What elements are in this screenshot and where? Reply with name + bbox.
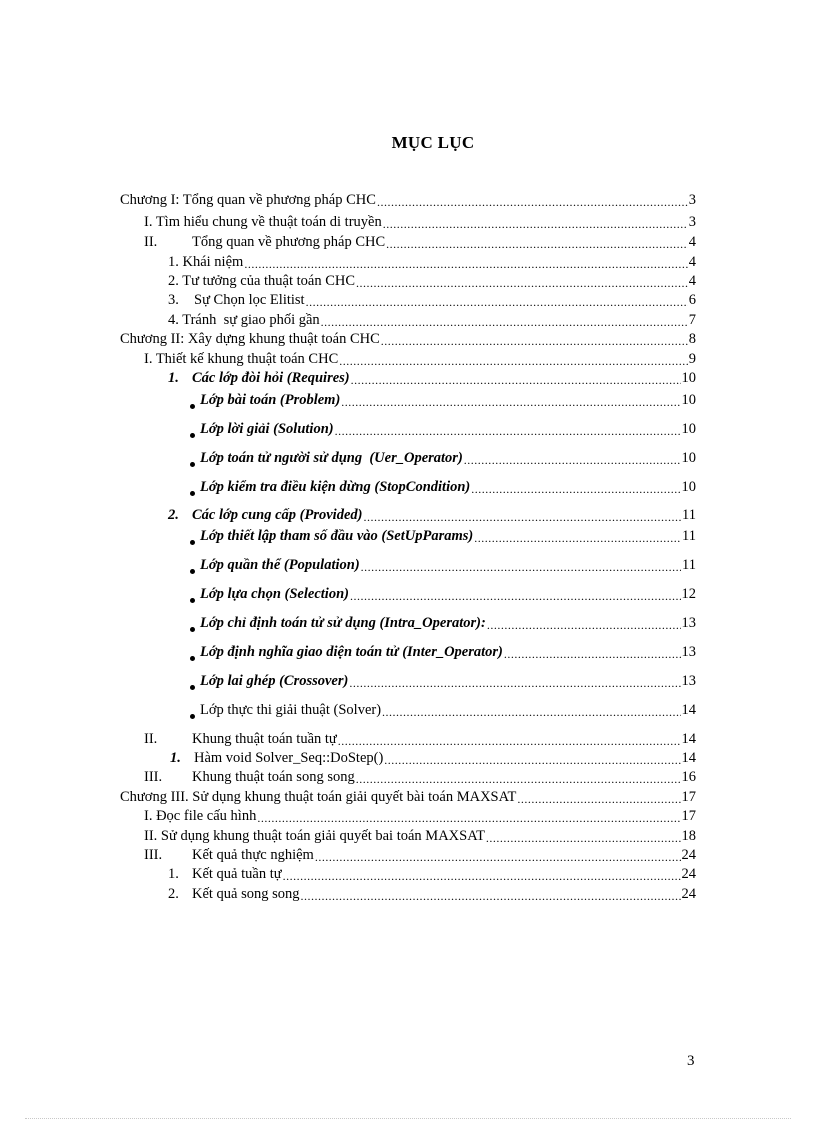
toc-page-number: 24	[681, 866, 696, 882]
toc-entry-text: I. Đọc file cấu hình	[144, 808, 257, 824]
toc-entry-chapter-3[interactable]	[120, 787, 696, 807]
toc-entry[interactable]	[168, 252, 696, 272]
dot-leader	[361, 559, 681, 575]
dot-leader	[335, 423, 681, 439]
toc-entry[interactable]	[168, 290, 696, 310]
toc-page-number: 4	[688, 234, 696, 250]
toc-page-number: 16	[681, 769, 696, 785]
dot-leader	[321, 314, 688, 330]
toc-page-number: 13	[681, 673, 696, 689]
page-bottom-border	[25, 1118, 791, 1119]
toc-entry-text: Lớp định nghĩa giao diện toán tử (Inter_Operator)	[200, 644, 503, 660]
toc-page-number: 13	[681, 644, 696, 660]
toc-entry[interactable]	[190, 419, 696, 439]
toc-entry-text: Kết quả song song	[192, 886, 300, 902]
bullet-icon	[190, 433, 195, 438]
dot-leader	[349, 675, 680, 691]
toc-entry[interactable]	[190, 642, 696, 662]
toc-page-number: 3	[688, 214, 696, 230]
dot-leader	[356, 771, 681, 787]
toc-entry[interactable]	[168, 884, 696, 904]
toc-entry[interactable]	[144, 845, 696, 865]
toc-entry-text: Khung thuật toán tuần tự	[192, 731, 337, 747]
toc-page-number: 4	[688, 273, 696, 289]
toc-entry[interactable]	[190, 700, 696, 720]
dot-leader	[464, 452, 681, 468]
toc-entry-text: Lớp chỉ định toán tử sử dụng (Intra_Operator):	[200, 615, 486, 631]
toc-entry-text: Lớp quần thể (Population)	[200, 557, 360, 573]
toc-entry-text: Lớp toán tử người sử dụng (Uer_Operator)	[200, 450, 463, 466]
toc-entry[interactable]	[168, 310, 696, 330]
bullet-icon	[190, 656, 195, 661]
dot-leader	[384, 752, 680, 768]
toc-entry-text: Khung thuật toán song song	[192, 769, 355, 785]
toc-entry-text: Sự Chọn lọc Elitist	[194, 292, 305, 308]
toc-entry[interactable]	[168, 368, 696, 388]
page-number: 3	[687, 1053, 695, 1069]
toc-entry-number: 1.	[168, 370, 179, 386]
dot-leader	[306, 294, 688, 310]
toc-entry-text: Lớp kiểm tra điều kiện dừng (StopCondition)	[200, 479, 471, 495]
bullet-icon	[190, 462, 195, 467]
dot-leader	[338, 733, 681, 749]
toc-entry[interactable]	[190, 477, 696, 497]
toc-entry[interactable]	[144, 349, 696, 369]
toc-page-number: 14	[681, 731, 696, 747]
bullet-icon	[190, 540, 195, 545]
dot-leader	[386, 236, 688, 252]
toc-entry-chapter-2[interactable]	[120, 329, 696, 349]
toc-entry[interactable]	[144, 232, 696, 252]
toc-page-number: 17	[681, 789, 696, 805]
dot-leader	[341, 394, 680, 410]
toc-page-number: 24	[681, 886, 696, 902]
toc-page-number: 18	[681, 828, 696, 844]
toc-page-number: 17	[681, 808, 696, 824]
toc-entry-text: Lớp lời giải (Solution)	[200, 421, 334, 437]
toc-entry[interactable]	[190, 390, 696, 410]
dot-leader	[244, 256, 687, 272]
bullet-icon	[190, 404, 195, 409]
toc-entry-text: Tổng quan về phương pháp CHC	[192, 234, 386, 250]
toc-entry[interactable]	[190, 526, 696, 546]
toc-entry-text: 4. Tránh sự giao phối gần	[168, 312, 320, 328]
toc-page-number: 10	[681, 392, 696, 408]
toc-entry-text: Kết quả tuần tự	[192, 866, 282, 882]
bullet-icon	[190, 569, 195, 574]
bullet-icon	[190, 685, 195, 690]
toc-entry[interactable]	[190, 555, 696, 575]
toc-entry[interactable]	[144, 806, 696, 826]
toc-entry[interactable]	[168, 864, 696, 884]
dot-leader	[517, 791, 680, 807]
bullet-icon	[190, 491, 195, 496]
toc-page-number: 10	[681, 370, 696, 386]
toc-entry-number: II.	[144, 731, 158, 747]
toc-page-number: 12	[681, 586, 696, 602]
dot-leader	[382, 704, 680, 720]
toc-page-number: 11	[682, 507, 696, 523]
toc-entry-text: Chương I: Tổng quan về phương pháp CHC	[120, 192, 376, 208]
bullet-icon	[190, 714, 195, 719]
dot-leader	[350, 588, 681, 604]
toc-entry[interactable]	[190, 613, 696, 633]
toc-page-number: 10	[681, 421, 696, 437]
toc-entry[interactable]	[168, 271, 696, 291]
toc-entry-text: I. Tìm hiểu chung về thuật toán di truyền	[144, 214, 382, 230]
toc-page-number: 10	[681, 450, 696, 466]
dot-leader	[471, 481, 680, 497]
dot-leader	[377, 194, 688, 210]
dot-leader	[351, 372, 681, 388]
toc-page-number: 7	[688, 312, 696, 328]
toc-page-number: 6	[688, 292, 696, 308]
toc-entry-text: II. Sử dụng khung thuật toán giải quyết bai toán MAXSAT	[144, 828, 485, 844]
toc-entry-text: Chương II: Xây dựng khung thuật toán CHC	[120, 331, 380, 347]
dot-leader	[474, 530, 681, 546]
toc-entry-number: 3.	[168, 292, 179, 308]
dot-leader	[381, 333, 688, 349]
dot-leader	[257, 810, 680, 826]
toc-entry[interactable]	[168, 505, 696, 525]
toc-entry-number: 2.	[168, 886, 179, 902]
dot-leader	[301, 888, 681, 904]
toc-entry-text: Hàm void Solver_Seq::DoStep()	[194, 750, 384, 766]
toc-page-number: 4	[688, 254, 696, 270]
toc-page-number: 13	[681, 615, 696, 631]
dot-leader	[356, 275, 688, 291]
toc-page-number: 11	[682, 557, 696, 573]
dot-leader	[486, 830, 681, 846]
toc-entry-text: Lớp thiết lập tham số đầu vào (SetUpParams)	[200, 528, 474, 544]
toc-entry-number: 1.	[168, 866, 179, 882]
toc-entry-text: Kết quả thực nghiệm	[192, 847, 314, 863]
dot-leader	[363, 509, 681, 525]
toc-page-number: 11	[682, 528, 696, 544]
page-title: MỤC LỤC	[391, 133, 475, 152]
toc-entry-text: Lớp bài toán (Problem)	[200, 392, 341, 408]
toc-entry-text: Lớp lựa chọn (Selection)	[200, 586, 349, 602]
toc-page-number: 14	[681, 750, 696, 766]
toc-entry-text: I. Thiết kế khung thuật toán CHC	[144, 351, 339, 367]
toc-entry[interactable]	[190, 584, 696, 604]
dot-leader	[383, 216, 688, 232]
toc-entry-text: Các lớp đòi hỏi (Requires)	[192, 370, 350, 386]
toc-entry[interactable]	[144, 729, 696, 749]
toc-entry-text: Chương III. Sử dụng khung thuật toán giải quyết bài toán MAXSAT	[120, 789, 517, 805]
toc-page-number: 8	[688, 331, 696, 347]
bullet-icon	[190, 627, 195, 632]
toc-entry[interactable]	[190, 448, 696, 468]
toc-entry-text: 1. Khái niệm	[168, 254, 244, 270]
toc-entry-number: III.	[144, 847, 163, 863]
toc-page-number: 24	[681, 847, 696, 863]
toc-entry[interactable]	[144, 212, 696, 232]
toc-entry-text: Các lớp cung cấp (Provided)	[192, 507, 363, 523]
toc-page-number: 3	[688, 192, 696, 208]
dot-leader	[504, 646, 681, 662]
toc-entry-chapter-1[interactable]	[120, 190, 696, 210]
toc-entry[interactable]	[190, 671, 696, 691]
toc-entry-text: Lớp thực thi giải thuật (Solver)	[200, 702, 382, 718]
toc-entry-number: 1.	[170, 750, 181, 766]
toc-entry-text: 2. Tư tưởng của thuật toán CHC	[168, 273, 356, 289]
toc-page-number: 10	[681, 479, 696, 495]
toc-entry-number: III.	[144, 769, 163, 785]
toc-entry[interactable]	[144, 826, 696, 846]
toc-entry-text: Lớp lai ghép (Crossover)	[200, 673, 349, 689]
dot-leader	[487, 617, 681, 633]
dot-leader	[339, 353, 688, 369]
dot-leader	[315, 849, 681, 865]
toc-entry[interactable]	[144, 767, 696, 787]
bullet-icon	[190, 598, 195, 603]
toc-entry[interactable]	[170, 748, 696, 768]
toc-entry-number: II.	[144, 234, 158, 250]
toc-page-number: 14	[681, 702, 696, 718]
dot-leader	[283, 868, 681, 884]
toc-entry-number: 2.	[168, 507, 179, 523]
toc-page-number: 9	[688, 351, 696, 367]
